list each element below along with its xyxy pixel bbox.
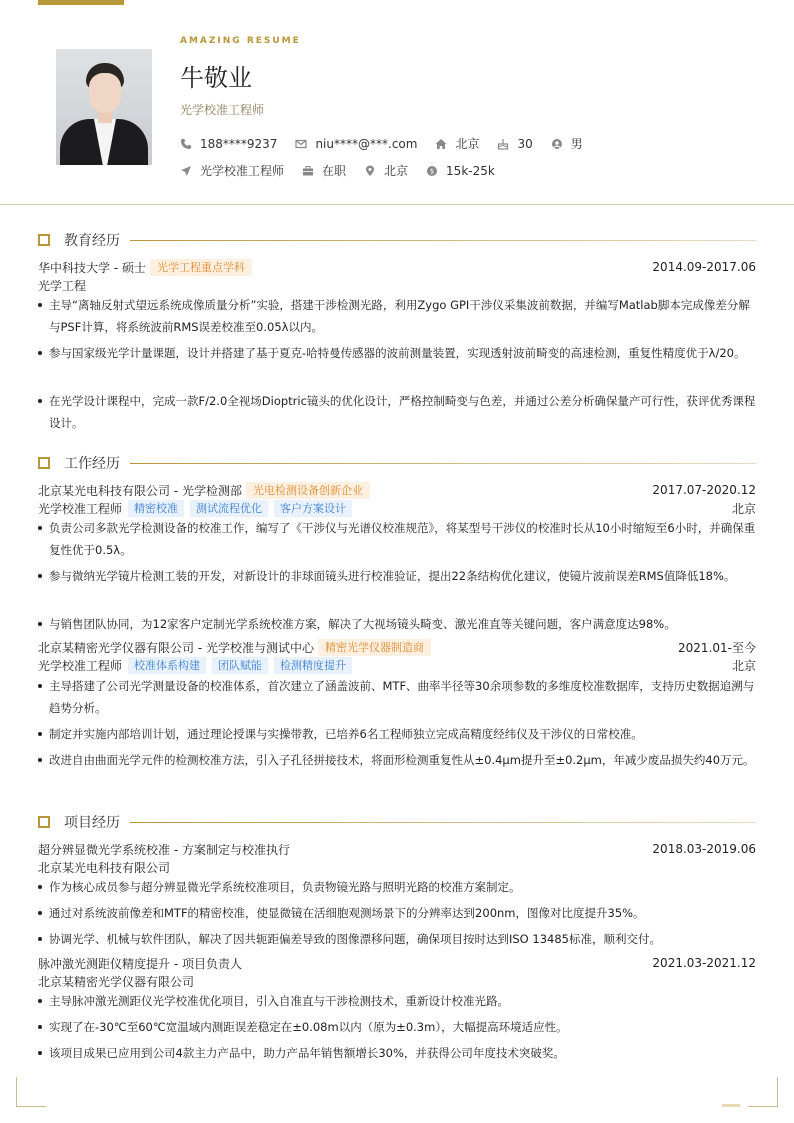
section-rule	[130, 463, 756, 464]
section-square-icon	[38, 234, 50, 246]
phone-icon	[180, 138, 192, 150]
company-name: 北京某精密光学仪器有限公司 - 光学校准与测试中心	[38, 640, 314, 655]
section-square-icon	[38, 457, 50, 469]
candidate-title: 光学校准工程师	[180, 103, 265, 117]
section-title: 工作经历	[64, 456, 120, 472]
phone-value: 188****9237	[200, 136, 278, 151]
section-rule	[130, 240, 756, 241]
school-tag: 光学工程重点学科	[150, 259, 252, 276]
list-item: 通过对系统波前像差和MTF的精密校准，使显微镜在活细胞观测场景下的分辨率达到200nm，图像对比度提升35%。	[38, 902, 756, 924]
project-name: 脉冲激光测距仪精度提升 - 项目负责人	[38, 956, 242, 971]
list-item: 负责公司多款光学检测设备的校准工作，编写了《干涉仪与光谱仪校准规范》，将某型号干涉仪的校准时长从10小时缩短至6小时，并确保重复性优于0.5λ。	[38, 517, 756, 561]
resume-header	[0, 0, 794, 205]
work-role-row	[38, 499, 756, 517]
list-item: 协调光学、机械与软件团队，解决了因共轭距偏差导致的图像漂移问题，确保项目按时达到ISO 13485标准，顺利交付。	[38, 928, 756, 950]
project-entry-header	[38, 954, 756, 972]
phone-item	[180, 137, 277, 151]
skill-tag: 测试流程优化	[190, 500, 268, 517]
avatar-photo	[56, 49, 152, 165]
education-period: 2014.09-2017.06	[652, 260, 756, 274]
location-pin-icon	[364, 165, 376, 177]
education-major-row	[38, 276, 756, 294]
section-rule	[130, 822, 756, 823]
work-city: 北京	[731, 658, 756, 673]
work-city: 北京	[731, 501, 756, 516]
company-name: 北京某光电科技有限公司 - 光学检测部	[38, 483, 242, 498]
cake-icon	[497, 138, 509, 150]
list-item: 改进自由曲面光学元件的检测校准方法，引入子孔径拼接技术，将面形检测重复性从±0.4μm提升至±0.2μm，年减少废品损失约40万元。	[38, 749, 756, 771]
work-role-row	[38, 656, 756, 674]
project-period: 2018.03-2019.06	[652, 842, 756, 856]
project-entry-header	[38, 840, 756, 858]
list-item: 该项目成果已应用到公司4款主力产品中，助力产品年销售额增长30%，并获得公司年度技术突破奖。	[38, 1042, 756, 1064]
salary-value: 15k-25k	[446, 163, 495, 178]
skill-tag: 校准体系构建	[128, 657, 206, 674]
major: 光学工程	[38, 278, 87, 293]
section-projects	[38, 813, 756, 831]
salary-item	[426, 164, 495, 178]
skill-tag: 检测精度提升	[274, 657, 352, 674]
company-tag: 精密光学仪器制造商	[318, 639, 431, 656]
money-icon	[426, 165, 438, 177]
project-org: 北京某光电科技有限公司	[38, 860, 171, 875]
section-title: 教育经历	[64, 233, 120, 249]
brand-label: AMAZING RESUME	[180, 36, 301, 46]
corner-decoration-left	[16, 1077, 46, 1107]
skill-tag: 团队赋能	[212, 657, 268, 674]
home-city-item	[435, 135, 479, 152]
company-tag: 光电检测设备创新企业	[246, 482, 370, 499]
gender-value: 男	[570, 137, 583, 151]
footer-accent-mark	[722, 1104, 740, 1107]
project-org: 北京某精密光学仪器有限公司	[38, 974, 195, 989]
send-icon	[180, 165, 192, 177]
section-title: 项目经历	[64, 815, 120, 831]
age-item	[497, 137, 532, 151]
list-item: 参与微纳光学镜片检测工装的开发，对新设计的非球面镜头进行校准验证，提出22条结构优化建议，使镜片波前误差RMS值降低18%。	[38, 565, 756, 587]
list-item: 主导脉冲激光测距仪光学校准优化项目，引入自准直与干涉检测技术，重新设计校准光路。	[38, 990, 756, 1012]
user-icon	[551, 138, 563, 150]
candidate-name: 牛敬业	[180, 64, 252, 92]
list-item: 参与国家级光学计量课题，设计并搭建了基于夏克-哈特曼传感器的波前测量装置，实现透射波前畸变的高速检测，重复性精度优于λ/20。	[38, 342, 756, 364]
section-square-icon	[38, 816, 50, 828]
job-intent-row	[180, 162, 513, 179]
list-item: 与销售团队协同，为12家客户定制光学系统校准方案，解决了大视场镜头畸变、激光准直等关键问题，客户满意度达98%。	[38, 613, 756, 635]
home-city-value: 北京	[455, 137, 480, 151]
email-value: niu****@***.com	[315, 136, 418, 151]
list-item: 制定并实施内部培训计划，通过理论授课与实操带教，已培养6名工程师独立完成高精度经纬仪及干涉仪的日常校准。	[38, 723, 756, 745]
project-org-row	[38, 972, 756, 990]
list-item: 在光学设计课程中，完成一款F/2.0全视场Dioptric镜头的优化设计，严格控制畸变与色差，并通过公差分析确保量产可行性，获评优秀课程设计。	[38, 390, 756, 434]
skill-tag: 精密校准	[128, 500, 184, 517]
age-value: 30	[517, 136, 533, 151]
status-item	[302, 162, 346, 179]
skill-tag: 客户方案设计	[274, 500, 352, 517]
list-item: 主导搭建了公司光学测量设备的校准体系，首次建立了涵盖波前、MTF、曲率半径等30余项参数的多维度校准数据库，支持历史数据追溯与趋势分析。	[38, 675, 756, 719]
status-value: 在职	[322, 164, 347, 178]
school-name: 华中科技大学 - 硕士	[38, 260, 146, 275]
work-entry-header	[38, 638, 756, 656]
section-work	[38, 454, 756, 472]
briefcase-icon	[302, 165, 314, 177]
header-divider	[0, 204, 794, 205]
work-entry-header	[38, 481, 756, 499]
svg-text:$: $	[429, 167, 435, 176]
role: 光学校准工程师	[38, 501, 123, 516]
role: 光学校准工程师	[38, 658, 123, 673]
list-item: 实现了在-30℃至60℃宽温域内测距误差稳定在±0.08m以内（原为±0.3m），大幅提高环境适应性。	[38, 1016, 756, 1038]
project-period: 2021.03-2021.12	[652, 956, 756, 970]
corner-decoration-right	[748, 1077, 778, 1107]
project-name: 超分辨显微光学系统校准 - 方案制定与校准执行	[38, 842, 290, 857]
list-item: 主导“离轴反射式望远系统成像质量分析”实验，搭建干涉检测光路，利用Zygo GPI干涉仪采集波前数据，并编写Matlab脚本完成像差分解与PSF计算，将系统波前RMS误差校准至0.05λ以内。	[38, 294, 756, 338]
email-item	[295, 137, 417, 151]
project-org-row	[38, 858, 756, 876]
work-period: 2021.01-至今	[678, 640, 756, 655]
target-city-value: 北京	[384, 164, 409, 178]
education-entry-header	[38, 258, 756, 276]
target-city-item	[364, 162, 408, 179]
list-item: 作为核心成员参与超分辨显微光学系统校准项目，负责物镜光路与照明光路的校准方案制定。	[38, 876, 756, 898]
home-icon	[435, 138, 447, 150]
contact-row	[180, 135, 601, 152]
gender-item	[551, 135, 583, 152]
work-period: 2017.07-2020.12	[652, 483, 756, 497]
mail-icon	[295, 138, 307, 150]
target-job-item	[180, 162, 284, 179]
target-job-value: 光学校准工程师	[200, 164, 285, 178]
section-education	[38, 231, 756, 249]
